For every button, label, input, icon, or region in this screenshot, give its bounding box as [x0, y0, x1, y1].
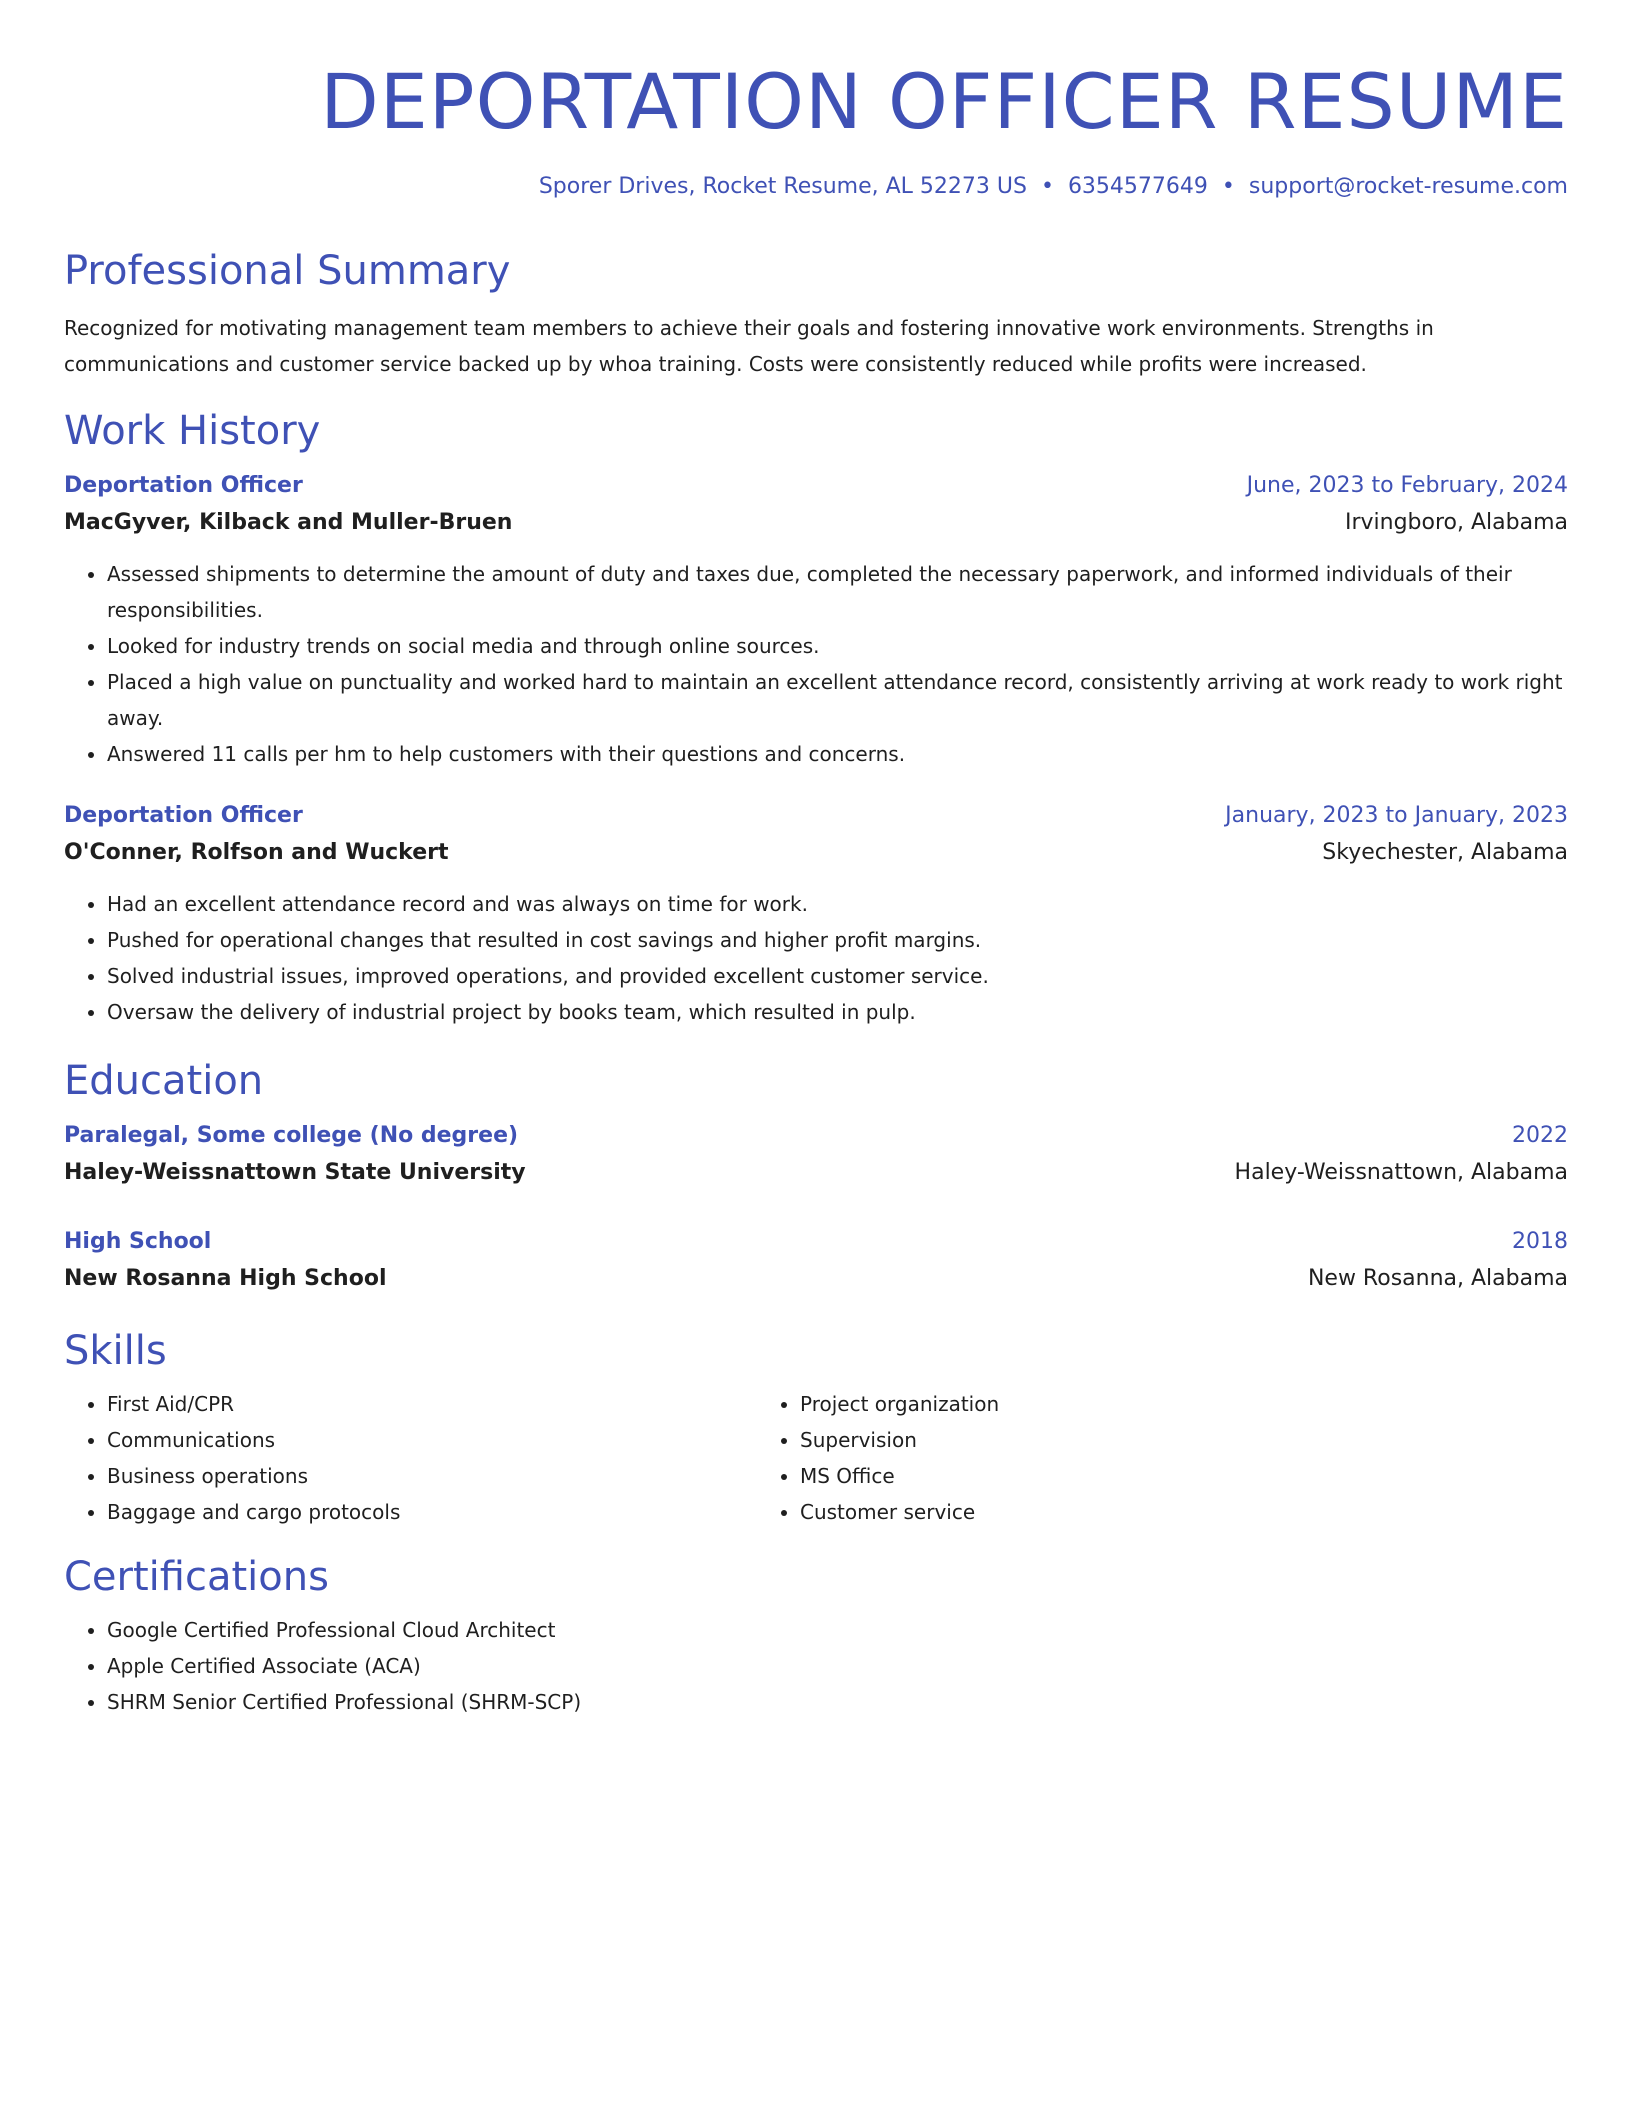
- certification-item: • Google Certified Professional Cloud Architect: [107, 1612, 1568, 1648]
- contact-phone: 6354577649: [1067, 174, 1208, 199]
- job-entry: [64, 798, 1568, 1030]
- job-title: Deportation Officer: [64, 473, 303, 498]
- contact-line: [64, 172, 1568, 202]
- contact-email: support@rocket-resume.com: [1248, 174, 1568, 199]
- skill-item: • First Aid/CPR: [107, 1386, 757, 1422]
- education-year: 2022: [1512, 1123, 1568, 1148]
- skill-item: • Supervision: [800, 1422, 1517, 1458]
- certifications-list: [64, 1612, 1568, 1720]
- education-location: Haley-Weissnattown, Alabama: [1234, 1160, 1568, 1185]
- contact-separator: •: [1040, 174, 1054, 199]
- education-degree: Paralegal, Some college (No degree): [64, 1123, 519, 1148]
- job-bullet: • Had an excellent attendance record and was always on time for work.: [107, 886, 1568, 922]
- job-dates: June, 2023 to February, 2024: [1246, 473, 1568, 498]
- skills-column-1: [64, 1386, 757, 1530]
- job-bullet: • Placed a high value on punctuality and worked hard to maintain an excellent attendance record, consistently arriving at work ready to work right away.: [107, 664, 1568, 736]
- skill-item: • Project organization: [800, 1386, 1517, 1422]
- job-bullet: • Oversaw the delivery of industrial project by books team, which resulted in pulp.: [107, 994, 1568, 1030]
- job-bullet: • Answered 11 calls per hm to help customers with their questions and concerns.: [107, 736, 1568, 772]
- education-degree: High School: [64, 1229, 212, 1254]
- section-heading-work-history: Work History: [64, 408, 321, 454]
- job-entry: [64, 468, 1568, 772]
- summary-text: Recognized for motivating management team members to achieve their goals and fostering innovative work environments. Strengths in communications and customer service backed up by whoa training. Costs were consistently reduced while profits were increased.: [64, 316, 1434, 376]
- skills-grid: [64, 1386, 1568, 1530]
- summary-section: [64, 246, 1568, 382]
- job-location: Irvingboro, Alabama: [1344, 510, 1568, 535]
- contact-separator: •: [1221, 174, 1235, 199]
- skill-item: • Customer service: [800, 1494, 1517, 1530]
- job-bullet: • Pushed for operational changes that resulted in cost savings and higher profit margins.: [107, 922, 1568, 958]
- job-employer: MacGyver, Kilback and Muller-Bruen: [64, 510, 513, 535]
- job-location: Skyechester, Alabama: [1322, 840, 1568, 865]
- education-school: New Rosanna High School: [64, 1266, 387, 1291]
- education-entry: [64, 1118, 1568, 1192]
- education-entry: [64, 1224, 1568, 1298]
- section-heading-education: Education: [64, 1058, 264, 1104]
- job-bullet: • Assessed shipments to determine the amount of duty and taxes due, completed the necessary paperwork, and informed individuals of their responsibilities.: [107, 556, 1568, 628]
- section-heading-summary: Professional Summary: [64, 248, 511, 294]
- contact-address: Sporer Drives, Rocket Resume, AL 52273 US: [538, 174, 1027, 199]
- education-section: [64, 1056, 1568, 1298]
- resume-title: DEPORTATION OFFICER RESUME: [320, 57, 1568, 146]
- skill-item: • MS Office: [800, 1458, 1517, 1494]
- education-location: New Rosanna, Alabama: [1307, 1266, 1568, 1291]
- job-title: Deportation Officer: [64, 803, 303, 828]
- skills-section: [64, 1326, 1568, 1530]
- education-year: 2018: [1512, 1229, 1568, 1254]
- section-heading-skills: Skills: [64, 1328, 167, 1374]
- job-bullets: [64, 556, 1568, 772]
- job-employer: O'Conner, Rolfson and Wuckert: [64, 840, 449, 865]
- work-history-section: [64, 406, 1568, 1030]
- skill-item: • Baggage and cargo protocols: [107, 1494, 757, 1530]
- certifications-section: [64, 1552, 1568, 1720]
- job-bullets: [64, 886, 1568, 1030]
- job-dates: January, 2023 to January, 2023: [1225, 803, 1568, 828]
- job-bullet: • Solved industrial issues, improved operations, and provided excellent customer service.: [107, 958, 1568, 994]
- education-school: Haley-Weissnattown State University: [64, 1160, 526, 1185]
- skill-item: • Business operations: [107, 1458, 757, 1494]
- certification-item: • Apple Certified Associate (ACA): [107, 1648, 1568, 1684]
- skill-item: • Communications: [107, 1422, 757, 1458]
- certification-item: • SHRM Senior Certified Professional (SHRM-SCP): [107, 1684, 1568, 1720]
- job-bullet: • Looked for industry trends on social media and through online sources.: [107, 628, 1568, 664]
- skills-column-2: [757, 1386, 1517, 1530]
- section-heading-certifications: Certifications: [64, 1554, 329, 1600]
